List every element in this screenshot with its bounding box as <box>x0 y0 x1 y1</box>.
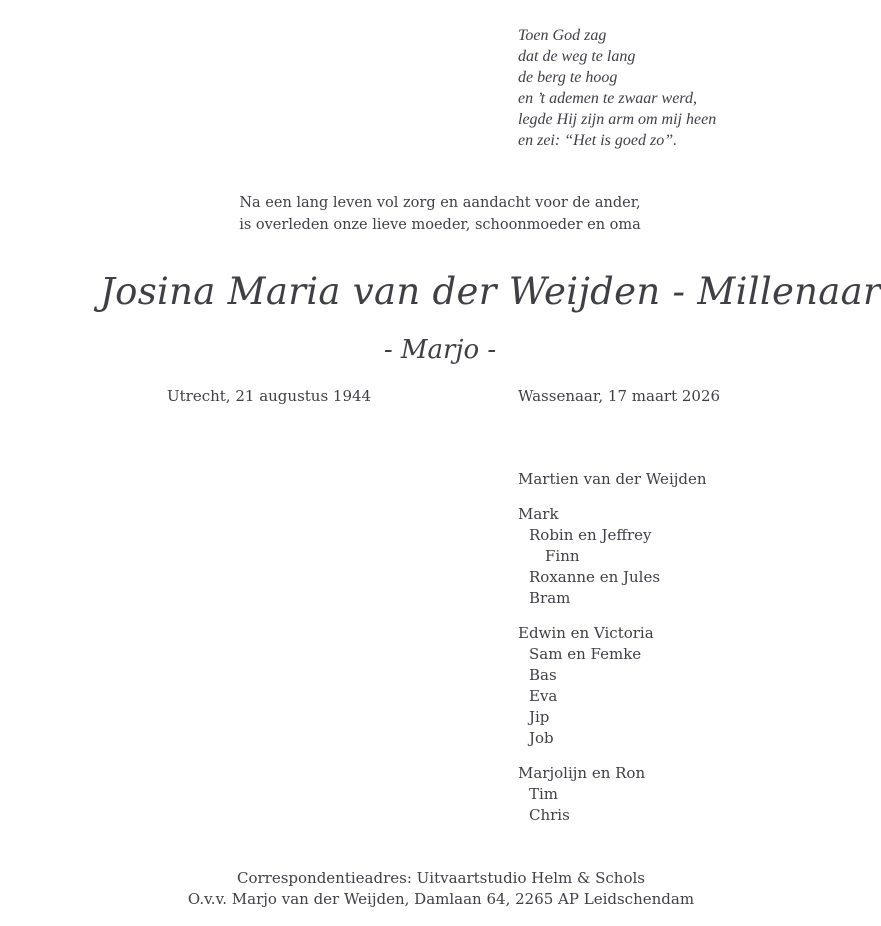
correspondence-address <box>100 868 782 910</box>
family-member: Chris <box>529 806 570 824</box>
family-group-edwin <box>518 623 707 749</box>
poem-line: Toen God zag <box>518 27 607 44</box>
family-group-spouse <box>518 469 707 490</box>
family-member: Robin en Jeffrey <box>529 526 652 544</box>
correspondence-line: Correspondentieadres: Uitvaartstudio Helm & Schols <box>236 869 645 887</box>
family-member: Eva <box>529 687 558 705</box>
deceased-full-name: Josina Maria van der Weijden - Millenaar <box>100 270 881 313</box>
family-member: Tim <box>529 785 559 803</box>
announcement-line: Na een lang leven vol zorg en aandacht voor de ander, <box>239 195 641 211</box>
correspondence-line: O.v.v. Marjo van der Weijden, Damlaan 64, 2265 AP Leidschendam <box>187 890 695 908</box>
poem-line: legde Hij zijn arm om mij heen <box>518 111 717 128</box>
poem-line: de berg te hoog <box>518 69 618 86</box>
poem-line: en zei: “Het is goed zo”. <box>518 132 678 149</box>
announcement-text <box>140 192 740 236</box>
deceased-nickname: - Marjo - <box>383 335 497 365</box>
family-member: Finn <box>545 547 580 565</box>
family-member: Roxanne en Jules <box>529 568 661 586</box>
poem-line: en ’t ademen te zwaar werd, <box>518 90 697 107</box>
family-member: Mark <box>518 505 559 523</box>
family-member: Sam en Femke <box>529 645 642 663</box>
family-list <box>518 469 707 840</box>
death-place-date: Wassenaar, 17 maart 2026 <box>518 387 721 405</box>
family-member: Martien van der Weijden <box>518 470 707 488</box>
family-member: Marjolijn en Ron <box>518 764 646 782</box>
poem <box>518 25 716 151</box>
family-member: Bram <box>529 589 571 607</box>
poem-line: dat de weg te lang <box>518 48 636 65</box>
birth-place-date: Utrecht, 21 augustus 1944 <box>167 387 372 405</box>
family-group-mark <box>518 504 707 609</box>
family-member: Job <box>529 729 554 747</box>
announcement-line: is overleden onze lieve moeder, schoonmoeder en oma <box>239 217 641 233</box>
family-group-marjolijn <box>518 763 707 826</box>
family-member: Jip <box>529 708 550 726</box>
family-member: Edwin en Victoria <box>518 624 654 642</box>
family-member: Bas <box>529 666 557 684</box>
